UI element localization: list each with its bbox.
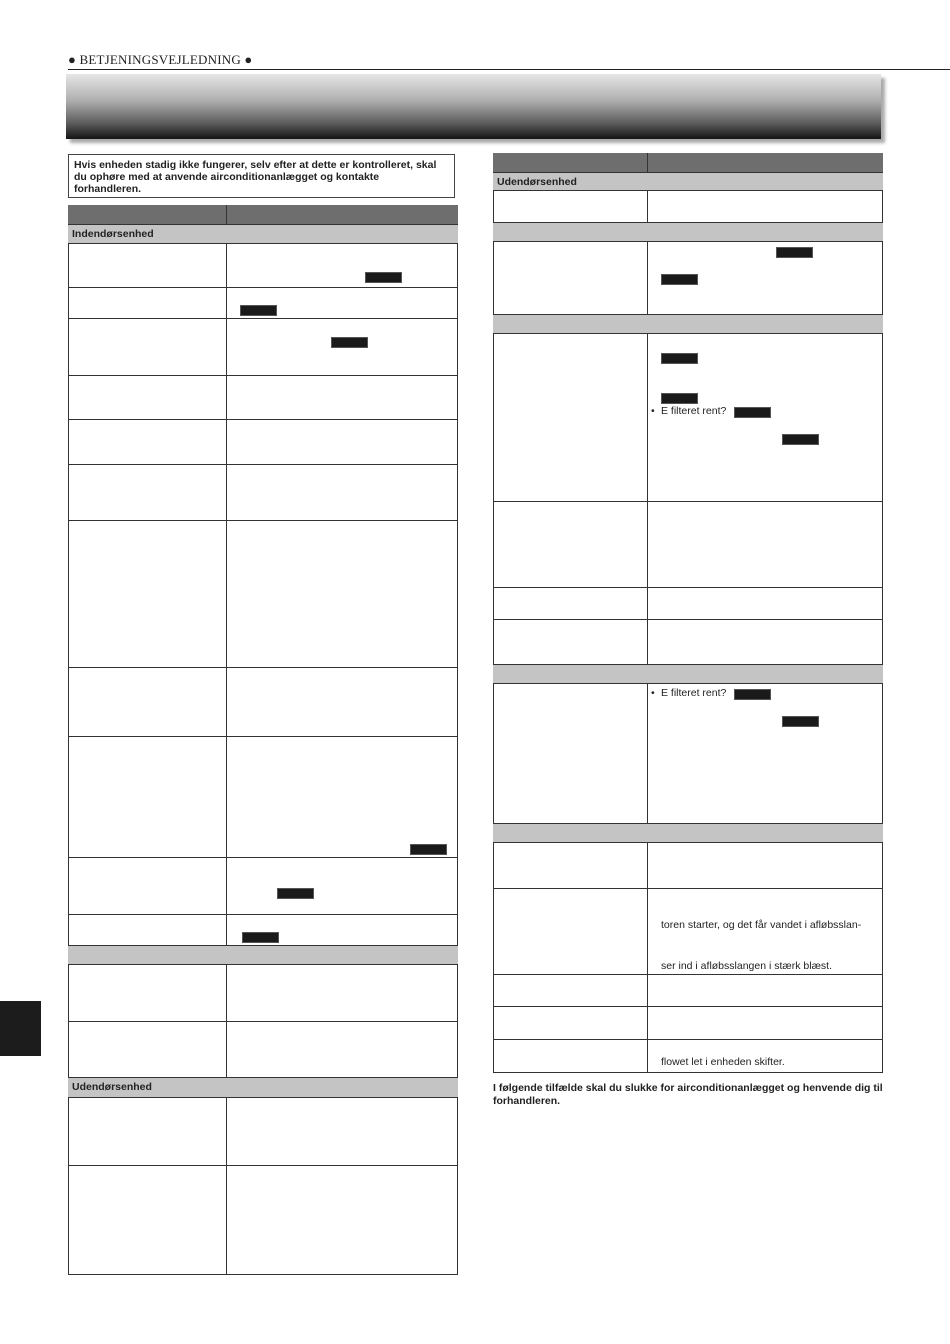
header-rule: [68, 69, 950, 70]
left-section-blank: [68, 946, 458, 965]
table-row: [68, 319, 458, 376]
page-reference-marker: [782, 716, 819, 727]
table-row: [493, 975, 883, 1007]
chapter-tab: [0, 1001, 41, 1056]
flow-text-line: flowet let i enheden skifter.: [661, 1056, 785, 1068]
table-row: [493, 1040, 883, 1073]
drain-text-line: ser ind i afløbsslangen i stærk blæst.: [661, 960, 832, 972]
right-table-header: [493, 153, 883, 173]
page-reference-marker: [242, 932, 279, 943]
right-troubleshooting-table: [493, 153, 883, 1073]
page-reference-marker: [240, 305, 277, 316]
table-row: [493, 191, 883, 223]
notice-box: Hvis enheden stadig ikke fungerer, selv efter at dette er kontrolleret, skal du ophøre med at anvende airconditionanlægget og kontakte forhandleren.: [68, 154, 455, 198]
table-row: [68, 1022, 458, 1078]
right-section-blank-4: [493, 824, 883, 843]
right-section-blank-1: [493, 223, 883, 242]
page-reference-marker: [661, 274, 698, 285]
right-section-blank-2: [493, 315, 883, 334]
table-row: [68, 668, 458, 737]
table-row: [68, 737, 458, 858]
table-row: [493, 242, 883, 315]
page-reference-marker: [734, 407, 771, 418]
right-section-outdoor: Udendørsenhed: [493, 173, 883, 191]
page-reference-marker: [661, 393, 698, 404]
page-reference-marker: [782, 434, 819, 445]
table-row: [493, 502, 883, 588]
page-reference-marker: [331, 337, 368, 348]
page-reference-marker: [277, 888, 314, 899]
table-row: [68, 465, 458, 521]
page-reference-marker: [776, 247, 813, 258]
table-row: [68, 1166, 458, 1275]
table-row: [68, 420, 458, 465]
table-row: [493, 588, 883, 620]
table-row: [68, 965, 458, 1022]
table-row: [68, 915, 458, 946]
title-bar: [66, 74, 881, 139]
right-section-blank-3: [493, 665, 883, 684]
page-reference-marker: [661, 353, 698, 364]
left-table-header: [68, 205, 458, 225]
table-row: [68, 244, 458, 288]
page-reference-marker: [410, 844, 447, 855]
table-row: [493, 843, 883, 889]
table-row: [68, 376, 458, 420]
table-row: [493, 889, 883, 975]
drain-text-line: toren starter, og det får vandet i afløbsslan-: [661, 919, 862, 931]
filter-check-text: • E filteret rent?: [651, 405, 727, 417]
table-row: [68, 858, 458, 915]
page-reference-marker: [365, 272, 402, 283]
table-row: [68, 1098, 458, 1166]
table-row: [493, 620, 883, 665]
left-section-indoor: Indendørsenhed: [68, 225, 458, 244]
table-row: [68, 288, 458, 319]
footer-note: I følgende tilfælde skal du slukke for airconditionanlægget og henvende dig til forhandleren.: [493, 1082, 883, 1107]
table-row: [493, 1007, 883, 1040]
manual-header-label: ● BETJENINGSVEJLEDNING ●: [68, 52, 253, 67]
table-row: [493, 334, 883, 502]
left-section-outdoor: Udendørsenhed: [68, 1078, 458, 1098]
table-row: [68, 521, 458, 668]
page-reference-marker: [734, 689, 771, 700]
left-troubleshooting-table: [68, 205, 458, 1275]
table-row: [493, 684, 883, 824]
filter-check-text: • E filteret rent?: [651, 687, 727, 699]
